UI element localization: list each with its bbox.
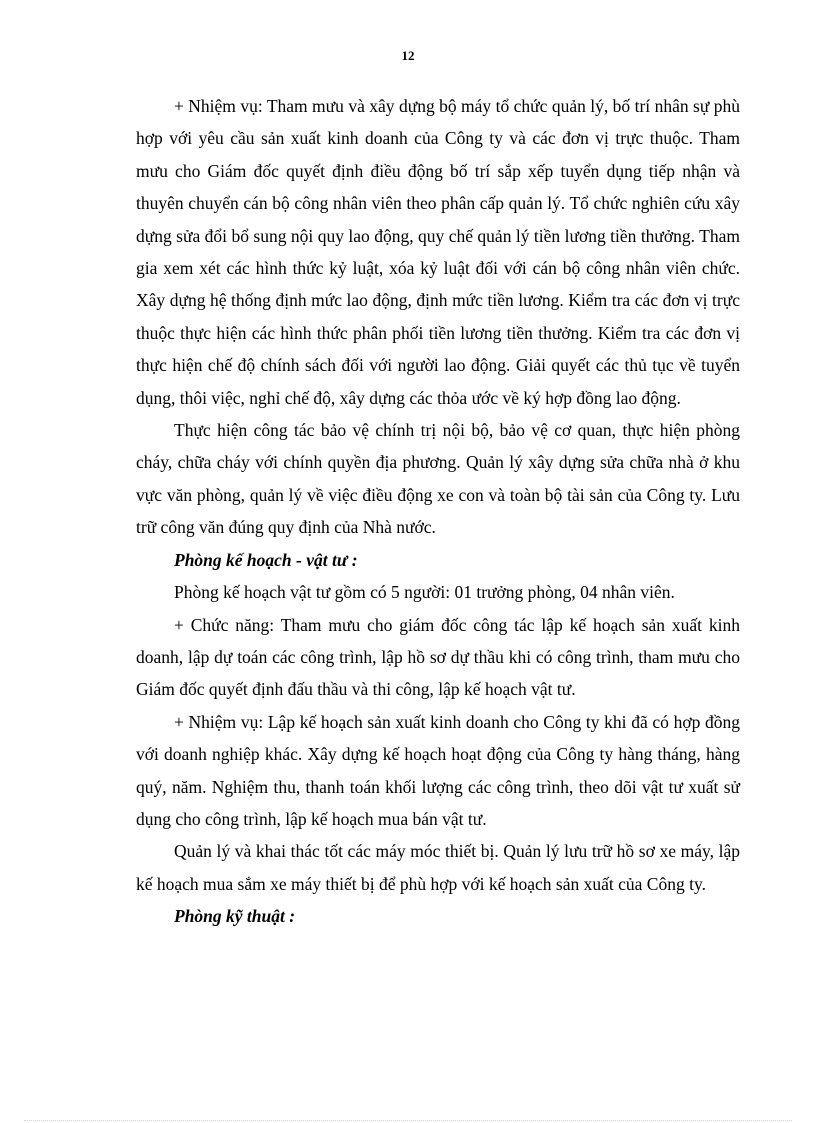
- paragraph-nhiem-vu-to-chuc: + Nhiệm vụ: Tham mưu và xây dựng bộ máy tổ chức quản lý, bố trí nhân sự phù hợp với yêu cầu sản xuất kinh doanh của Công ty và các đơn vị trực thuộc. Tham mưu cho Giám đốc quyết định điều động bố trí sắp xếp tuyển dụng tiếp nhận và thuyên chuyển cán bộ công nhân viên theo phân cấp quản lý. Tổ chức nghiên cứu xây dựng sửa đổi bổ sung nội quy lao động, quy chế quản lý tiền lương tiền thưởng. Tham gia xem xét các hình thức kỷ luật, xóa kỷ luật đối với cán bộ công nhân viên chức. Xây dựng hệ thống định mức lao động, định mức tiền lương. Kiểm tra các đơn vị trực thuộc thực hiện các hình thức phân phối tiền lương tiền thưởng. Kiểm tra các đơn vị thực hiện chế độ chính sách đối với người lao động. Giải quyết các thủ tục về tuyển dụng, thôi việc, nghỉ chế độ, xây dựng các thỏa ước về ký hợp đồng lao động.: [136, 96, 740, 408]
- heading-phong-ky-thuat: Phòng kỹ thuật :: [174, 906, 296, 927]
- paragraph-nhan-su-phong-ke-hoach: Phòng kế hoạch vật tư gồm có 5 người: 01 trưởng phòng, 04 nhân viên.: [174, 582, 675, 603]
- paragraph-quan-ly-may-moc: Quản lý và khai thác tốt các máy móc thiết bị. Quản lý lưu trữ hồ sơ xe máy, lập kế hoạch mua sắm xe máy thiết bị để phù hợp với kế hoạch sản xuất của Công ty.: [136, 841, 740, 894]
- page-number: 12: [401, 48, 415, 63]
- document-body: [136, 90, 740, 933]
- heading-phong-ke-hoach-vat-tu: Phòng kế hoạch - vật tư :: [174, 549, 358, 570]
- page-bottom-divider: [24, 1120, 792, 1121]
- paragraph-nhiem-vu-ke-hoach: + Nhiệm vụ: Lập kế hoạch sản xuất kinh doanh cho Công ty khi đã có hợp đồng với doanh nghiệp khác. Xây dựng kế hoạch hoạt động của Công ty hàng tháng, hàng quý, năm. Nghiệm thu, thanh toán khối lượng các công trình, theo dõi vật tư xuất sử dụng cho công trình, lập kế hoạch mua bán vật tư.: [136, 711, 740, 829]
- paragraph-chuc-nang: + Chức năng: Tham mưu cho giám đốc công tác lập kế hoạch sản xuất kinh doanh, lập dự toán các công trình, lập hồ sơ dự thầu khi có công trình, tham mưu cho Giám đốc quyết định đấu thầu và thi công, lập kế hoạch vật tư.: [136, 614, 740, 700]
- paragraph-bao-ve: Thực hiện công tác bảo vệ chính trị nội bộ, bảo vệ cơ quan, thực hiện phòng cháy, chữa cháy với chính quyền địa phương. Quản lý xây dựng sửa chữa nhà ở khu vực văn phòng, quản lý về việc điều động xe con và toàn bộ tài sản của Công ty. Lưu trữ công văn đúng quy định của Nhà nước.: [136, 420, 740, 538]
